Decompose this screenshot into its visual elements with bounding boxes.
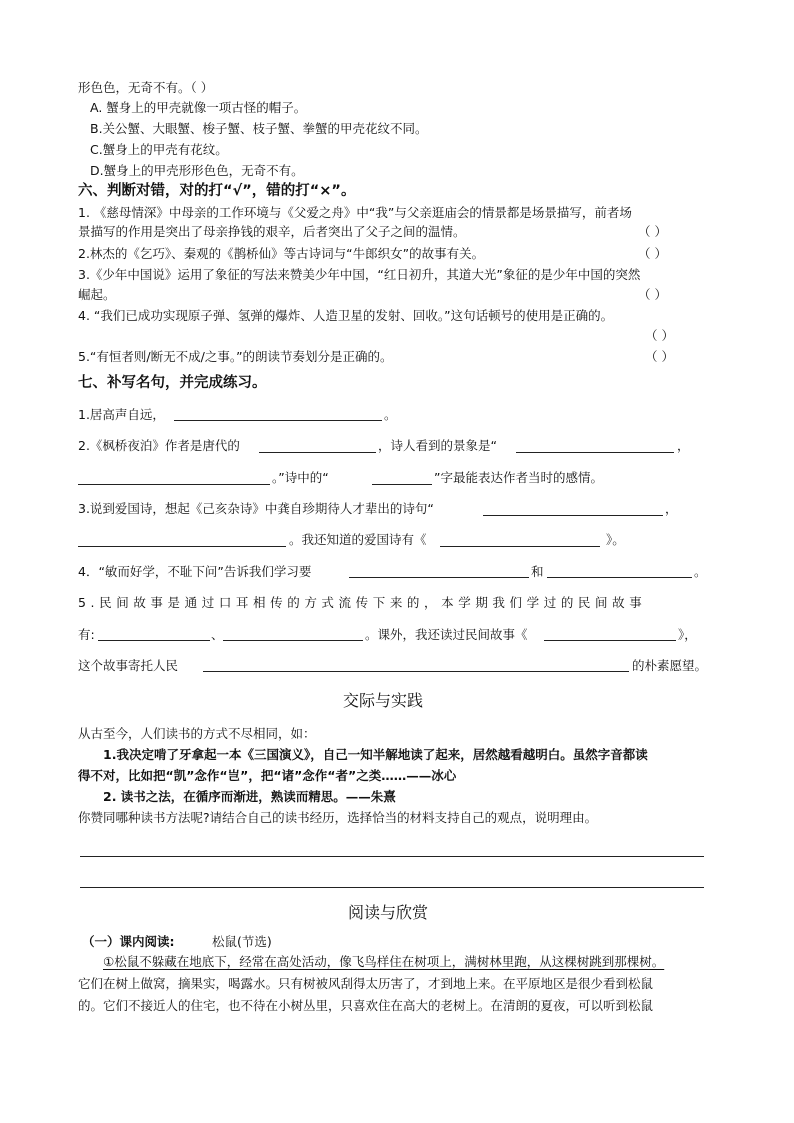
q5-blank-1[interactable] (98, 640, 210, 641)
q5-text-a: 5.民间故事是通过口耳相传的方式流传下来的，本学期我们学过的民间故事 (78, 595, 647, 610)
q5-text-f: 这个故事寄托人民 (78, 658, 179, 673)
q4-text-a: 4．“敏而好学，不耻下问”告诉我们学习要 (78, 564, 312, 579)
part7-title: 七、补写名句，并完成练习。 (78, 375, 267, 391)
question-stem: 形色色，无奇不有。（ ） (78, 80, 214, 95)
q2-blank-word[interactable] (372, 484, 432, 485)
q3-text-a: 3.说到爱国诗，想起《己亥杂诗》中龚自珍期待人才辈出的诗句“ (78, 501, 434, 516)
q3-text-d: 》。 (606, 532, 625, 547)
judge-item-1-line1: 1. 《慈母情深》中母亲的工作环境与《父爱之舟》中“我”与父亲逛庙会的情景都是场景描写，前者场 (78, 205, 632, 220)
q2-blank-dynasty[interactable] (259, 452, 376, 453)
reading-sub-label: （一）课内阅读: (82, 934, 175, 949)
reading-title: 阅读与欣赏 (348, 903, 429, 922)
q5-blank-story[interactable] (544, 640, 676, 641)
judge-item-4: 4. “我们已成功实现原子弹、氢弹的爆炸、人造卫星的发射、回收。”这句话顿号的使用是正确的。 (78, 308, 614, 323)
judge-item-4-paren[interactable]: （ ） (645, 328, 674, 343)
practice-quote-1-line1: 1.我决定啃了牙拿起一本《三国演义》，自己一知半解地读了起来，居然越看越明白。虽然字音都读 (103, 747, 648, 762)
q5-text-d: 。课外，我还读过民间故事《 (365, 627, 528, 642)
q1-text: 1.居高声自远， (78, 407, 165, 422)
practice-intro: 从古至今，人们读书的方式不尽相同，如： (78, 726, 316, 741)
passage-line-2: 它们在树上做窝，摘果实，喝露水。只有树被风刮得太历害了，才到地上来。在平原地区是很少看到松鼠 (78, 976, 654, 991)
judge-item-5-paren[interactable]: （ ） (645, 349, 674, 364)
q2-text-e: ”字最能表达作者当时的感情。 (434, 470, 603, 485)
q4-blank-1[interactable] (349, 577, 529, 578)
q5-have: 有: (78, 627, 95, 642)
q5-blank-wish[interactable] (203, 671, 629, 672)
answer-line-1[interactable] (80, 856, 704, 857)
passage-line-3: 的。它们不接近人的住宅，也不待在小树丛里，只喜欢住在高大的老树上。在清朗的夏夜，可以听到松鼠 (78, 998, 654, 1013)
judge-item-3-line1: 3.《少年中国说》运用了象征的写法来赞美少年中国，“红日初升，其道大光”象征的是少年中国的突然 (78, 267, 641, 282)
judge-item-5: 5.“有恒者则/断无不成/之事。”的朗读节奏划分是正确的。 (78, 349, 393, 364)
judge-item-3-line2: 崛起。 (78, 287, 116, 302)
reading-sub-title: 松鼠(节选) (212, 934, 272, 949)
q2-blank-scene-1[interactable] (516, 452, 674, 453)
part6-title: 六、判断对错，对的打“√”，错的打“×”。 (78, 183, 356, 199)
q3-comma: ， (665, 501, 678, 516)
q5-blank-2[interactable] (223, 640, 363, 641)
q2-text-b: ，诗人看到的景象是“ (378, 438, 497, 453)
practice-quote-2: 2. 读书之法，在循序而渐进，熟读而精思。——朱熹 (103, 789, 396, 804)
q4-blank-2[interactable] (547, 577, 692, 578)
judge-item-2-paren[interactable]: （ ） (638, 246, 667, 261)
q2-comma: ， (677, 438, 690, 453)
q3-blank-poem[interactable] (440, 546, 600, 547)
judge-item-1-line2: 景描写的作用是突出了母亲挣钱的艰辛，后者突出了父子之间的温情。 (78, 224, 466, 239)
q2-text-a: 2.《枫桥夜泊》作者是唐代的 (78, 438, 240, 453)
q2-text-d: 。”诗中的“ (272, 470, 329, 485)
q3-blank-2[interactable] (78, 546, 286, 547)
practice-title: 交际与实践 (343, 691, 424, 710)
q3-blank-1[interactable] (483, 515, 663, 516)
q1-end: 。 (384, 407, 397, 422)
q4-and: 和 (531, 564, 544, 579)
answer-line-2[interactable] (80, 887, 704, 888)
judge-item-1-paren[interactable]: （ ） (638, 224, 667, 239)
q4-end: 。 (694, 564, 707, 579)
option-d: D.蟹身上的甲壳形形色色，无奇不有。 (90, 163, 304, 178)
option-c: C.蟹身上的甲壳有花纹。 (90, 142, 228, 157)
q1-blank[interactable] (174, 420, 382, 421)
judge-item-3-paren[interactable]: （ ） (638, 287, 667, 302)
option-b: B.关公蟹、大眼蟹、梭子蟹、枝子蟹、拳蟹的甲壳花纹不同。 (90, 121, 428, 136)
q5-text-e: 》， (678, 627, 697, 642)
practice-prompt: 你赞同哪种读书方法呢?请结合自己的读书经历，选择恰当的材料支持自己的观点，说明理由。 (78, 810, 598, 825)
practice-quote-1-line2: 得不对，比如把“凯”念作“岂”，把“诸”念作“者”之类……——冰心 (78, 768, 457, 783)
passage-line-1: ①松鼠不躲藏在地底下，经常在高处活动，像飞鸟样住在树项上，满树林里跑，从这棵树跳到那棵树。 (103, 954, 665, 969)
q5-sep: 、 (211, 627, 224, 642)
option-a: A. 蟹身上的甲壳就像一项古怪的帽子。 (90, 100, 307, 115)
q5-text-g: 的朴素愿望。 (632, 658, 708, 673)
judge-item-2: 2.林杰的《乞巧》、秦观的《鹊桥仙》等古诗词与“牛郎织女”的故事有关。 (78, 246, 485, 261)
q2-blank-scene-2[interactable] (78, 484, 270, 485)
q3-text-c: 。我还知道的爱国诗有《 (289, 532, 427, 547)
